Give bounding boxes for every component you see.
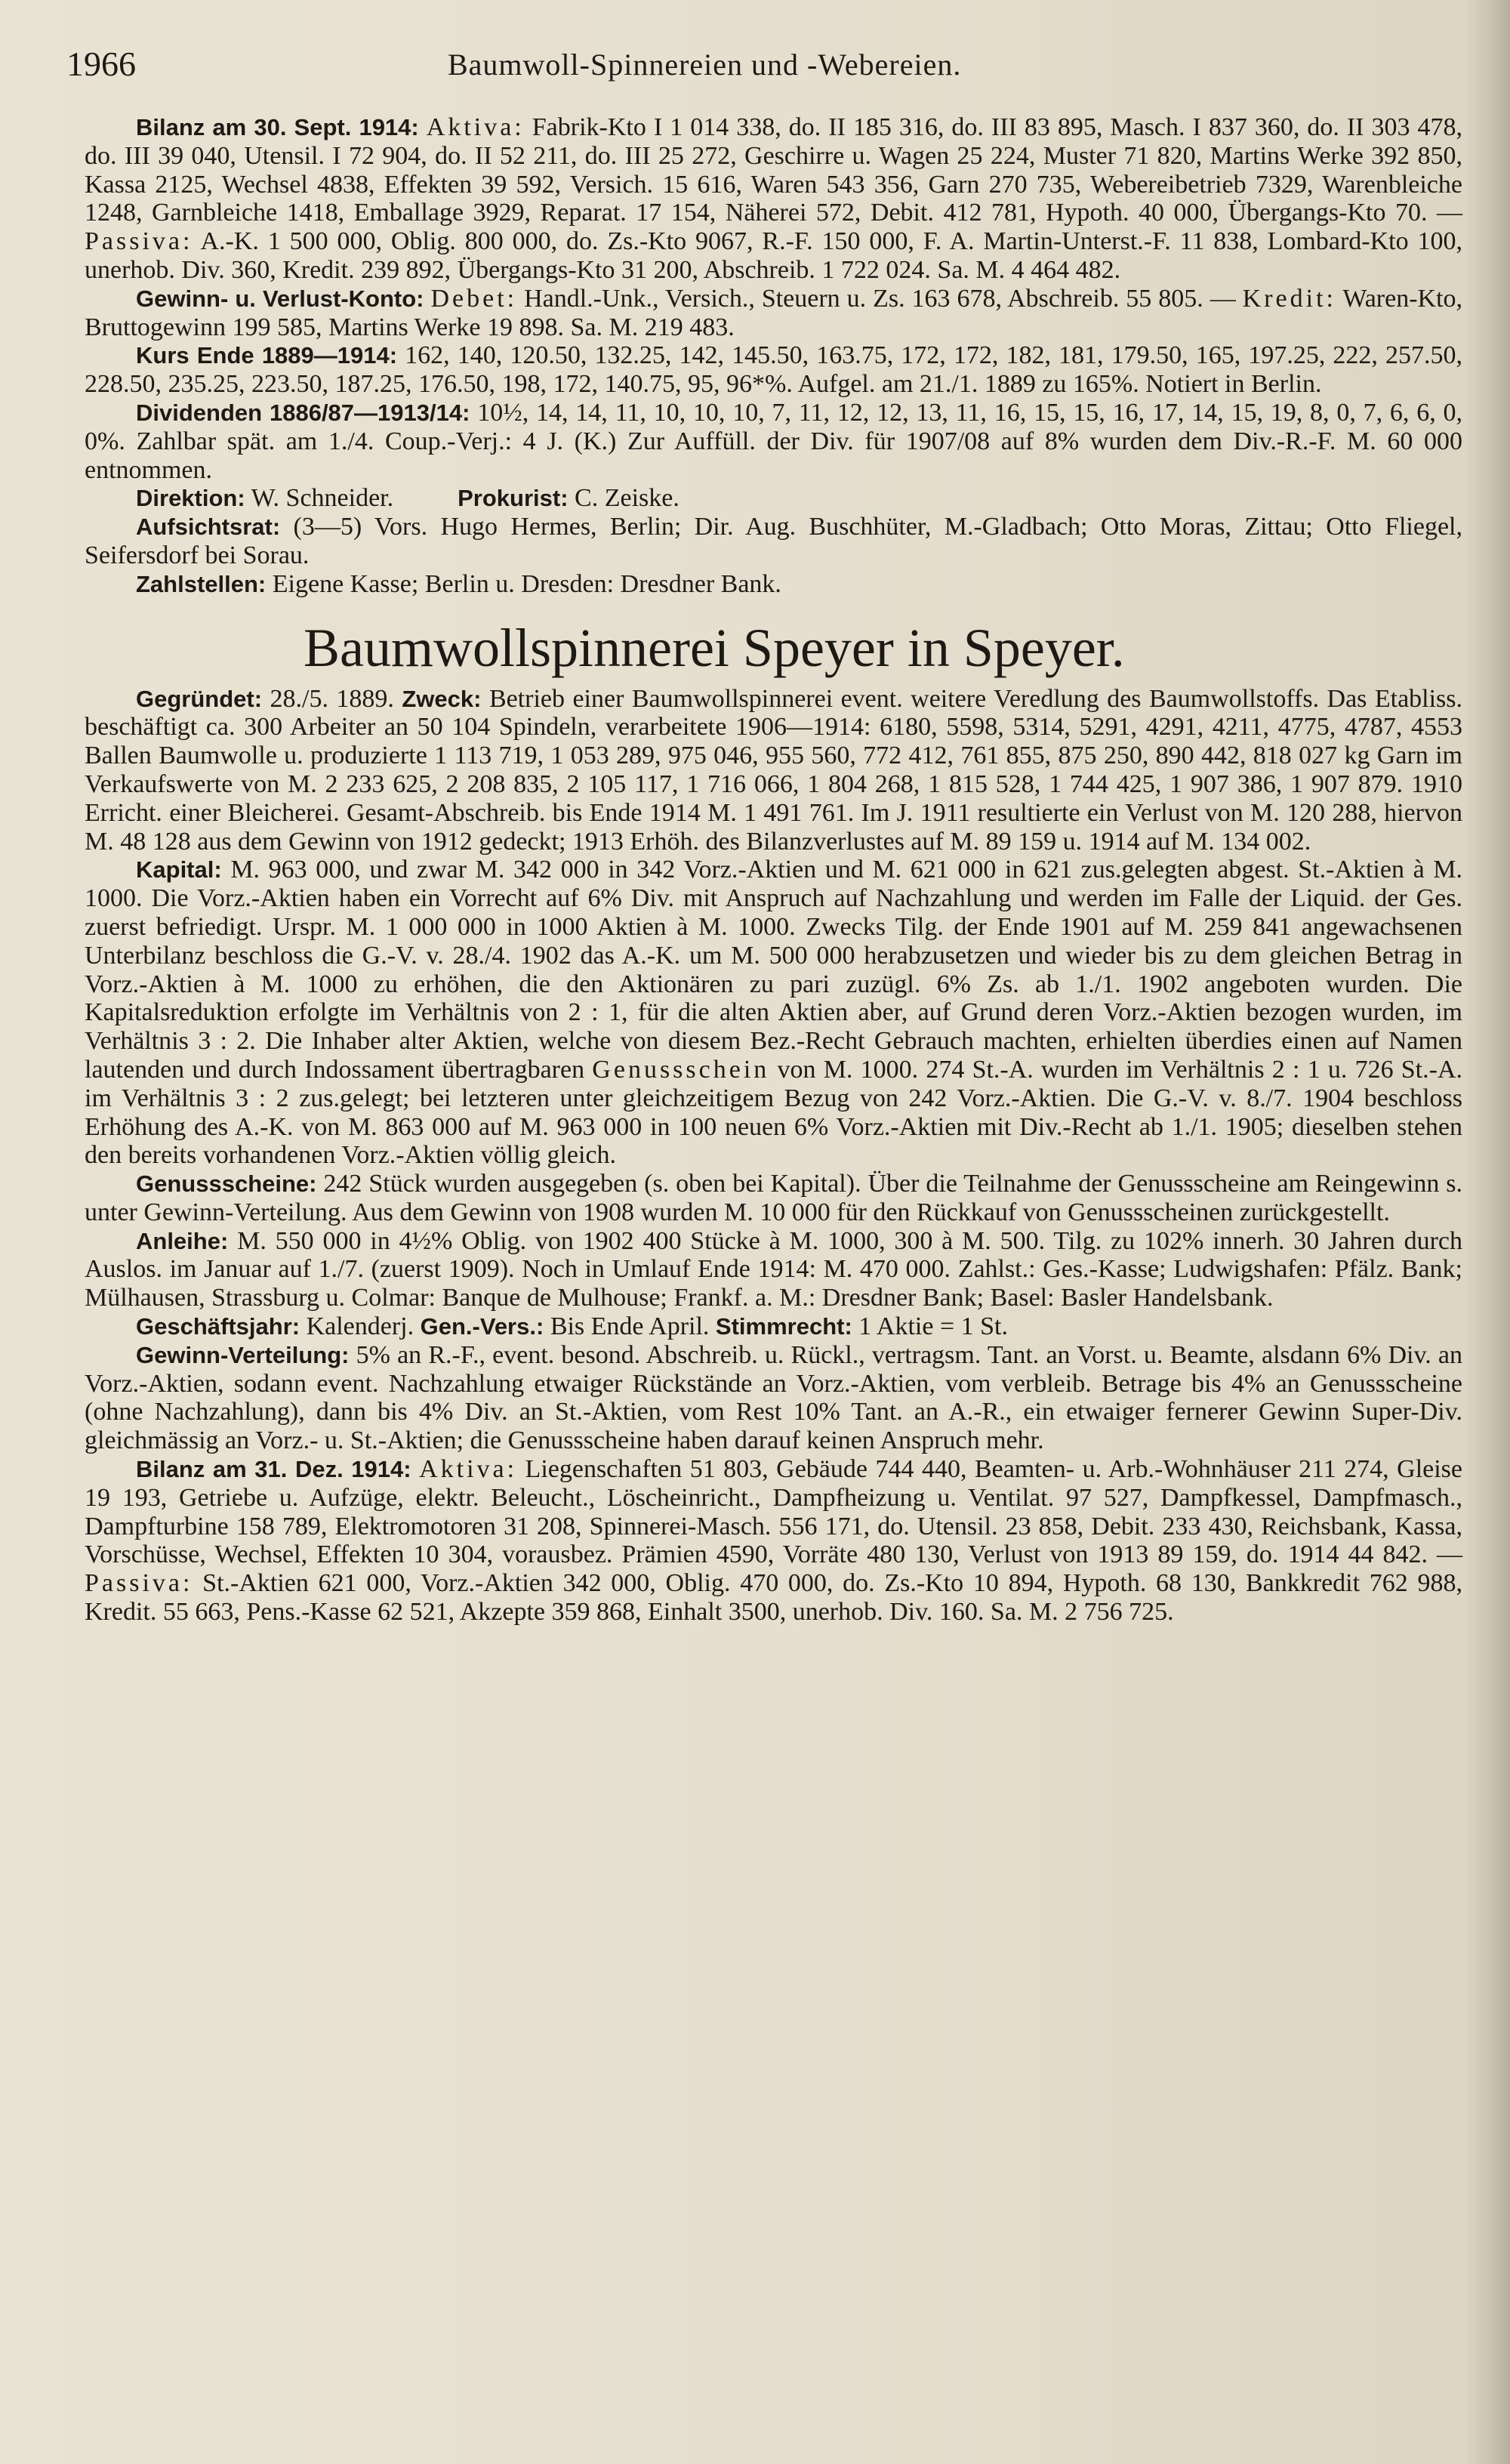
prev-kurs-paragraph: [85, 341, 1462, 399]
running-title: Baumwoll-Spinnereien und -Webereien.: [448, 48, 962, 82]
prev-gewinn-kredit-label: Kredit:: [1242, 284, 1336, 313]
geschaeftsjahr-text: Kalenderj.: [306, 1312, 414, 1341]
prev-gewinn-debet: Handl.-Unk., Versich., Steuern u. Zs. 163 678, Abschreib. 55 805. —: [524, 284, 1236, 313]
prev-kurs-text: 162, 140, 120.50, 132.25, 142, 145.50, 163.75, 172, 172, 182, 181, 179.50, 165, 197.25, 222, 257.50, 228.50, 235.25, 223.50, 187.25, 176.50, 198, 172, 140.75, 95, 96*%. Aufgel. am 21./1. 1889 zu 165%. Notiert in Berlin.: [85, 341, 1462, 399]
prev-dividenden-label: Dividenden 1886/87—1913/14:: [136, 399, 470, 426]
prev-gewinn-label: Gewinn- u. Verlust-Konto:: [136, 285, 424, 312]
zweck-label: Zweck:: [402, 685, 482, 712]
kapital-text-b: von M. 1000. 274 St.-A. wurden im Verhältnis 2 : 1 u. 726 St.-A. im Verhältnis 3 : 2 zus.gelegt; bei letzteren unter gleichzeitigem Bezug von 242 Vorz.-Aktien. Die G.-V. v. 8./7. 1904 beschloss Erhöhung des A.-K. von M. 863 000 auf M. 963 000 in 100 neuen 6% Vorz.-Aktien mit Div.-Recht ab 1./1. 1905; dieselben stehen den bereits vorhandenen Vorz.-Aktien völlig gleich.: [85, 1055, 1463, 1170]
kapital-label: Kapital:: [136, 856, 222, 884]
page-header: [66, 44, 1456, 89]
stimmrecht-text: 1 Aktie = 1 St.: [858, 1312, 1008, 1341]
prev-kurs-label: Kurs Ende 1889—1914:: [136, 342, 398, 369]
bilanz-passiva-label: Passiva:: [85, 1569, 193, 1598]
bilanz-aktiva-label: Aktiva:: [419, 1455, 518, 1484]
prev-direktion-label: Direktion:: [136, 485, 245, 512]
prev-prokurist-text: C. Zeiske.: [575, 484, 680, 513]
page-number: 1966: [66, 45, 136, 83]
prev-bilanz-label: Bilanz am 30. Sept. 1914:: [136, 114, 419, 140]
prev-zahlstellen-text: Eigene Kasse; Berlin u. Dresden: Dresdner Bank.: [272, 569, 781, 598]
prev-direktion-text: W. Schneider.: [251, 484, 394, 513]
anleihe-label: Anleihe:: [136, 1227, 229, 1254]
prev-aufsichtsrat-paragraph: [85, 513, 1462, 570]
prev-bilanz-passiva: A.-K. 1 500 000, Oblig. 800 000, do. Zs.-Kto 9067, R.-F. 150 000, F. A. Martin-Unterst.-F. 11 838, Lombard-Kto 100, unerhob. Div. 360, Kredit. 239 892, Übergangs-Kto 31 200, Abschreib. 1 722 024. Sa. M. 4 464 482.: [85, 227, 1462, 284]
prev-dividenden-paragraph: [85, 399, 1462, 484]
prev-aufsichtsrat-text: (3—5) Vors. Hugo Hermes, Berlin; Dir. Aug. Buschhüter, M.-Gladbach; Otto Moras, Zittau; Otto Fliegel, Seifersdorf bei Sorau.: [85, 513, 1462, 569]
prev-direktion-paragraph: [85, 484, 1462, 513]
kapital-paragraph: [85, 856, 1462, 1170]
prev-bilanz-aktiva: Fabrik-Kto I 1 014 338, do. II 185 316, do. III 83 895, Masch. I 837 360, do. II 303 478, do. III 39 040, Utensil. I 72 904, do. II 52 211, do. III 25 272, Geschirre u. Wagen 25 224, Muster 71 820, Martins Werke 392 850, Kassa 2125, Wechsel 4838, Effekten 39 592, Versich. 15 616, Waren 543 356, Garn 270 735, Webereibetrieb 7329, Warenbleiche 1248, Garnbleiche 1418, Emballage 3929, Reparat. 17 154, Näherei 572, Debit. 412 781, Hypoth. 40 000, Übergangs-Kto 70. —: [85, 113, 1463, 227]
geschaeftsjahr-paragraph: [85, 1312, 1462, 1341]
anleihe-text: M. 550 000 in 4½% Oblig. von 1902 400 Stücke à M. 1000, 300 à M. 500. Tilg. zu 102% innerh. 30 Jahren durch Auslos. im Januar auf 1./7. (zuerst 1909). Noch in Umlauf Ende 1914: M. 470 000. Zahlst.: Ges.-Kasse; Ludwigshafen: Pfälz. Bank; Mülhausen, Strassburg u. Colmar: Banque de Mulhouse; Frankf. a. M.: Dresdner Bank; Basel: Basler Handelsbank.: [85, 1226, 1463, 1312]
gen-vers-label: Gen.-Vers.:: [420, 1313, 544, 1340]
anleihe-paragraph: [85, 1227, 1462, 1312]
bilanz-paragraph: [85, 1455, 1462, 1627]
kapital-text-a: M. 963 000, und zwar M. 342 000 in 342 Vorz.-Aktien und M. 621 000 in 621 zus.gelegten abgest. St.-Aktien à M. 1000. Die Vorz.-Aktien haben ein Vorrecht auf 6% Div. mit Anspruch auf Nachzahlung und werden im Falle der Liquid. der Ges. zuerst befriedigt. Urspr. M. 1 000 000 in 1000 Aktien à M. 1000. Zwecks Tilg. der Ende 1901 auf M. 259 841 angewachsenen Unterbilanz beschloss die G.-V. v. 28./4. 1902 das A.-K. um M. 500 000 herabzusetzen und wieder bis zu dem gleichen Betrag in Vorz.-Aktien à M. 1000 zu erhöhen, die den Aktionären zu pari zuzügl. 6% Zs. ab 1./1. 1902 angeboten wurden. Die Kapitalsreduktion erfolgte im Verhältnis von 2 : 1, für die alten Aktien aber, auf Grund deren Vorz.-Aktien bezogen wurden, im Verhältnis 3 : 2. Die Inhaber alter Aktien, welche von diesem Bez.-Recht Gebrauch machten, erhielten überdies einen auf Namen lautenden und durch Indossament übertragbaren: [85, 856, 1463, 1084]
genussscheine-text: 242 Stück wurden ausgegeben (s. oben bei Kapital). Über die Teilnahme der Genussscheine am Reingewinn s. unter Gewinn-Verteilung. Aus dem Gewinn von 1908 wurden M. 10 000 für den Rückkauf von Genussscheinen zurückgestellt.: [85, 1170, 1462, 1226]
gegruendet-label: Gegründet:: [136, 685, 263, 712]
prev-zahlstellen-paragraph: [85, 570, 1462, 599]
stimmrecht-label: Stimmrecht:: [715, 1313, 852, 1340]
book-gutter-shadow: [1465, 0, 1510, 2464]
gewinn-verteilung-paragraph: [85, 1341, 1462, 1455]
prev-aufsichtsrat-label: Aufsichtsrat:: [136, 513, 281, 541]
prev-bilanz-passiva-label: Passiva:: [85, 227, 193, 256]
genussscheine-paragraph: [85, 1170, 1462, 1227]
prev-dividenden-text: 10½, 14, 14, 11, 10, 10, 10, 7, 11, 12, 12, 13, 11, 16, 15, 15, 16, 17, 14, 15, 19, 8, 0, 7, 6, 6, 0, 0%. Zahlbar spät. am 1./4. Coup.-Verj.: 4 J. (K.) Zur Auffüll. der Div. für 1907/08 auf 8% wurden dem Div.-R.-F. M. 60 000 entnommen.: [85, 398, 1462, 484]
bilanz-passiva: St.-Aktien 621 000, Vorz.-Aktien 342 000, Oblig. 470 000, do. Zs.-Kto 10 894, Hypoth. 68 130, Bankkredit 762 988, Kredit. 55 663, Pens.-Kasse 62 521, Akzepte 359 868, Einhalt 3500, unerhob. Div. 160. Sa. M. 2 756 725.: [85, 1569, 1462, 1627]
page-body: [85, 113, 1462, 1627]
bilanz-aktiva: Liegenschaften 51 803, Gebäude 744 440, Beamten- u. Arb.-Wohnhäuser 211 274, Gleise 19 193, Getriebe u. Aufzüge, elektr. Beleucht., Löscheinricht., Dampfheizung u. Ventilat. 97 527, Dampfkessel, Dampfmasch., Dampfturbine 158 789, Elektromotoren 31 208, Spinnerei-Masch. 556 171, do. Utensil. 23 858, Debit. 233 430, Reichsbank, Kassa, Vorschüsse, Wechsel, Effekten 10 304, vorausbez. Prämien 4590, Vorräte 480 130, Verlust von 1913 89 159, do. 1914 44 842. —: [85, 1455, 1463, 1569]
gewinn-verteilung-text: 5% an R.-F., event. besond. Abschreib. u. Rückl., vertragsm. Tant. an Vorst. u. Beamte, alsdann 6% Div. an Vorz.-Aktien, sodann event. Nachzahlung etwaiger Rückstände an Vorz.-Aktien, vom verbleib. Betrage bis 4% an Genussscheine (ohne Nachzahlung), dann bis 4% Div. an St.-Aktien, vom Rest 10% Tant. an A.-R., ein etwaiger fernerer Gewinn Super-Div. gleichmässig an Vorz.- u. St.-Aktien; die Genussscheine haben darauf keinen Anspruch mehr.: [85, 1340, 1463, 1455]
prev-gewinn-kredit: Waren-Kto, Bruttogewinn 199 585, Martins Werke 19 898. Sa. M. 219 483.: [85, 284, 1463, 341]
gen-vers-text: Bis Ende April.: [550, 1312, 710, 1341]
kapital-genussschein-word: Genussschein: [592, 1055, 770, 1084]
prev-gewinn-debet-label: Debet:: [430, 284, 518, 313]
gegruendet-text: 28./5. 1889.: [270, 684, 394, 713]
prev-bilanz-paragraph: [85, 113, 1462, 285]
company-heading: Baumwollspinnerei Speyer in Speyer.: [304, 617, 1125, 678]
geschaeftsjahr-label: Geschäftsjahr:: [136, 1313, 300, 1340]
genussscheine-label: Genussscheine:: [136, 1170, 317, 1198]
gewinn-verteilung-label: Gewinn-Verteilung:: [136, 1341, 350, 1368]
gegruendet-paragraph: [85, 685, 1462, 856]
zweck-text: Betrieb einer Baumwollspinnerei event. weitere Veredlung des Baumwollstoffs. Das Etabliss. beschäftigt ca. 300 Arbeiter an 50 104 Spindeln, verarbeitete 1906—1914: 6180, 5598, 5314, 5291, 4291, 4211, 4775, 4787, 4553 Ballen Baumwolle u. produzierte 1 113 719, 1 053 289, 975 046, 955 560, 772 412, 761 855, 875 250, 890 442, 818 027 kg Garn im Verkaufswerte von M. 2 233 625, 2 208 835, 2 105 117, 1 716 066, 1 804 268, 1 815 528, 1 744 425, 1 907 386, 1 907 879. 1910 Erricht. einer Bleicherei. Gesamt-Abschreib. bis Ende 1914 M. 1 491 761. Im J. 1911 resultierte ein Verlust von M. 120 288, hiervon M. 48 128 aus dem Gewinn von 1912 gedeckt; 1913 Erhöh. des Bilanzverlustes auf M. 89 159 u. 1914 auf M. 134 002.: [85, 684, 1463, 856]
prev-bilanz-aktiva-label: Aktiva:: [426, 113, 525, 141]
prev-gewinn-paragraph: [85, 285, 1462, 342]
prev-prokurist-label: Prokurist:: [458, 485, 569, 512]
prev-zahlstellen-label: Zahlstellen:: [136, 570, 267, 597]
bilanz-label: Bilanz am 31. Dez. 1914:: [136, 1456, 411, 1483]
